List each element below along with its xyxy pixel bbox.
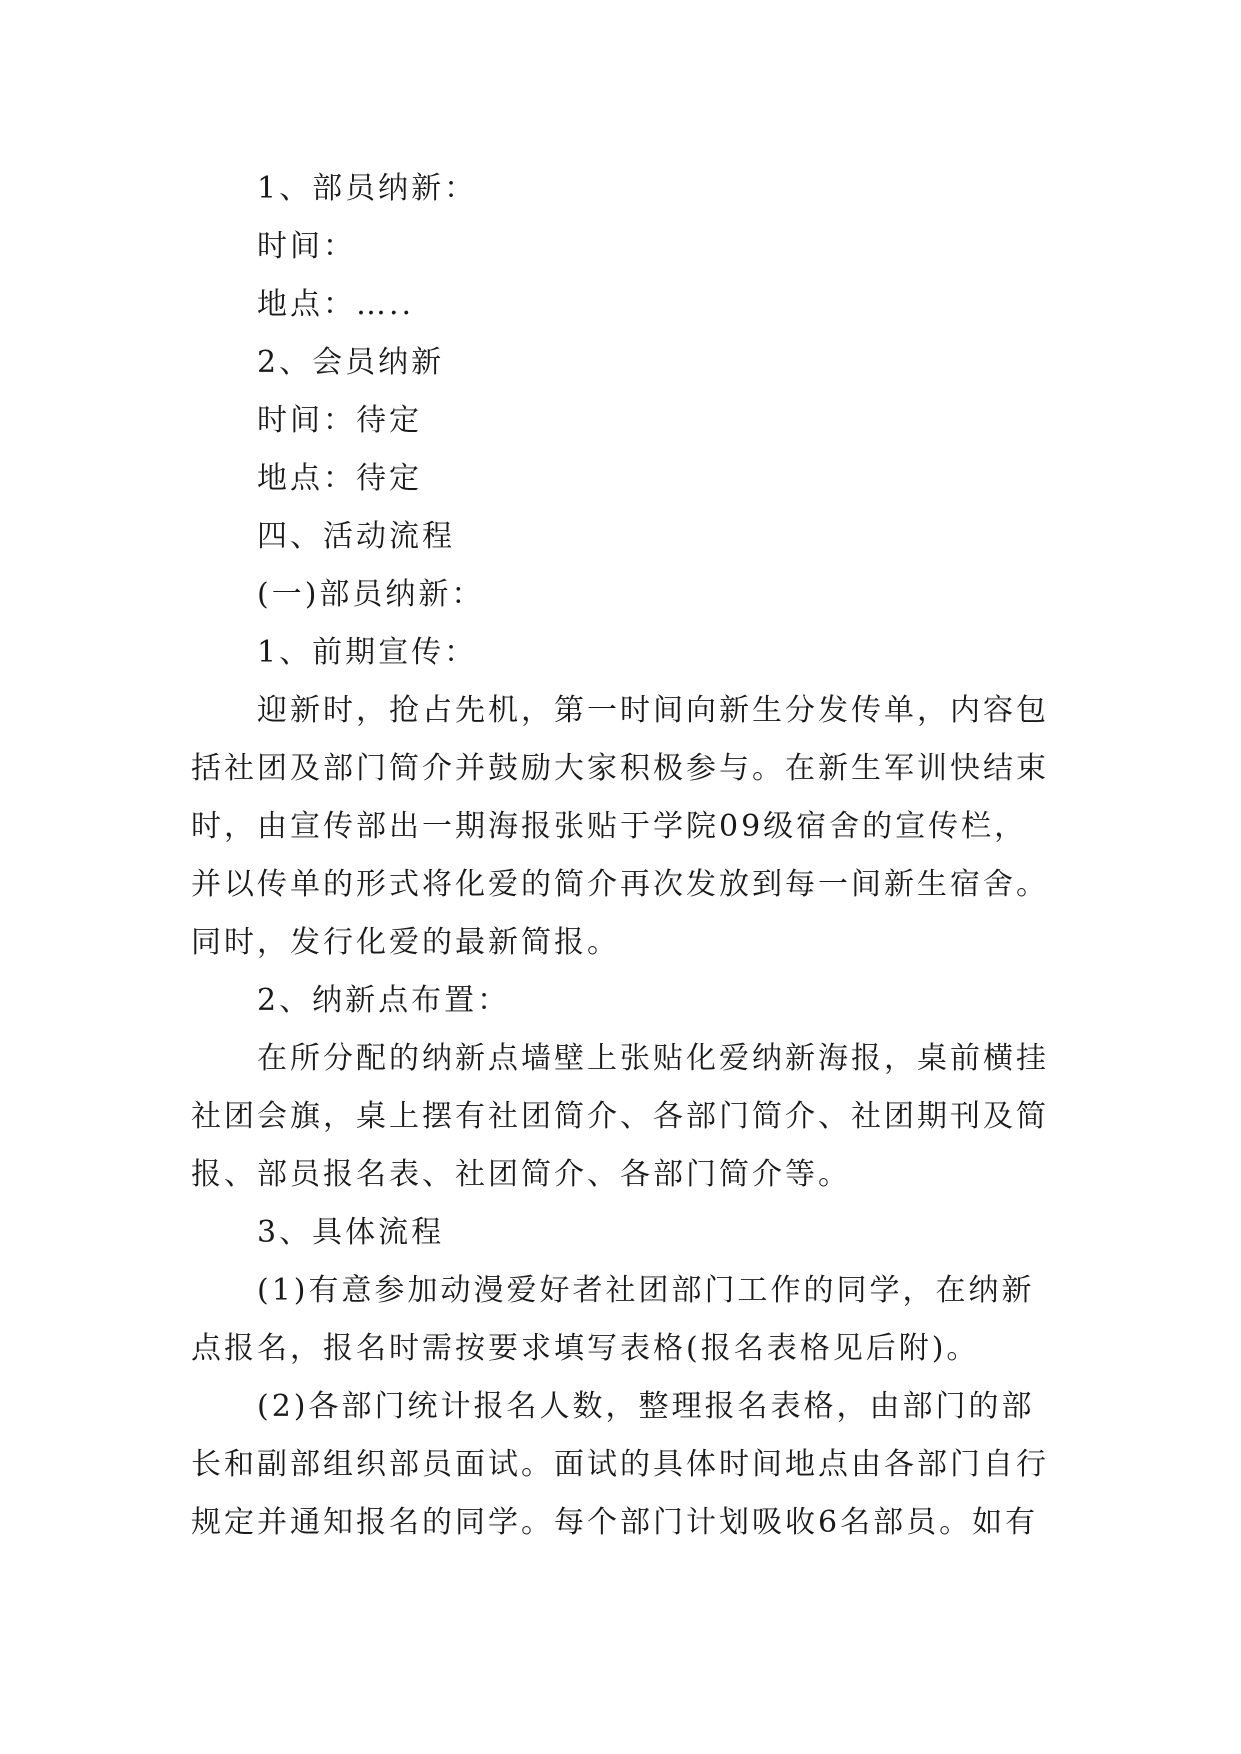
text-line: 迎新时，抢占先机，第一时间向新生分发传单，内容包 xyxy=(257,693,1049,728)
item-heading: 1、前期宣传： xyxy=(257,635,478,670)
text-line: (1)有意参加动漫爱好者社团部门工作的同学，在纳新 xyxy=(257,1273,1035,1308)
text-line: 括社团及部门简介并鼓励大家积极参与。在新生军训快结束 xyxy=(191,751,1049,786)
text-line: 地点：待定 xyxy=(257,461,422,496)
text-line: 时间： xyxy=(257,229,356,264)
text-line: 地点：….. xyxy=(257,287,415,322)
item-heading: 3、具体流程 xyxy=(257,1215,445,1250)
text-line: (2)各部门统计报名人数，整理报名表格，由部门的部 xyxy=(257,1389,1035,1424)
text-line: 时，由宣传部出一期海报张贴于学院09级宿舍的宣传栏， xyxy=(191,809,1028,844)
subsection-heading: (一)部员纳新： xyxy=(257,577,485,612)
text-line: 1、部员纳新： xyxy=(257,171,478,206)
text-line: 规定并通知报名的同学。每个部门计划吸收6名部员。如有 xyxy=(191,1505,1039,1540)
text-line: 时间：待定 xyxy=(257,403,422,438)
text-line: 2、会员纳新 xyxy=(257,345,445,380)
section-heading: 四、活动流程 xyxy=(257,519,455,554)
text-line: 点报名，报名时需按要求填写表格(报名表格见后附)。 xyxy=(191,1331,980,1366)
document-body xyxy=(191,160,1051,1552)
text-line: 在所分配的纳新点墙壁上张贴化爱纳新海报，桌前横挂 xyxy=(257,1041,1049,1076)
text-line: 报、部员报名表、社团简介、各部门简介等。 xyxy=(191,1157,851,1192)
text-line: 社团会旗，桌上摆有社团简介、各部门简介、社团期刊及简 xyxy=(191,1099,1049,1134)
item-heading: 2、纳新点布置： xyxy=(257,983,511,1018)
text-line: 长和副部组织部员面试。面试的具体时间地点由各部门自行 xyxy=(191,1447,1049,1482)
text-line: 同时，发行化爱的最新简报。 xyxy=(191,925,620,960)
text-line: 并以传单的形式将化爱的简介再次发放到每一间新生宿舍。 xyxy=(191,867,1049,902)
